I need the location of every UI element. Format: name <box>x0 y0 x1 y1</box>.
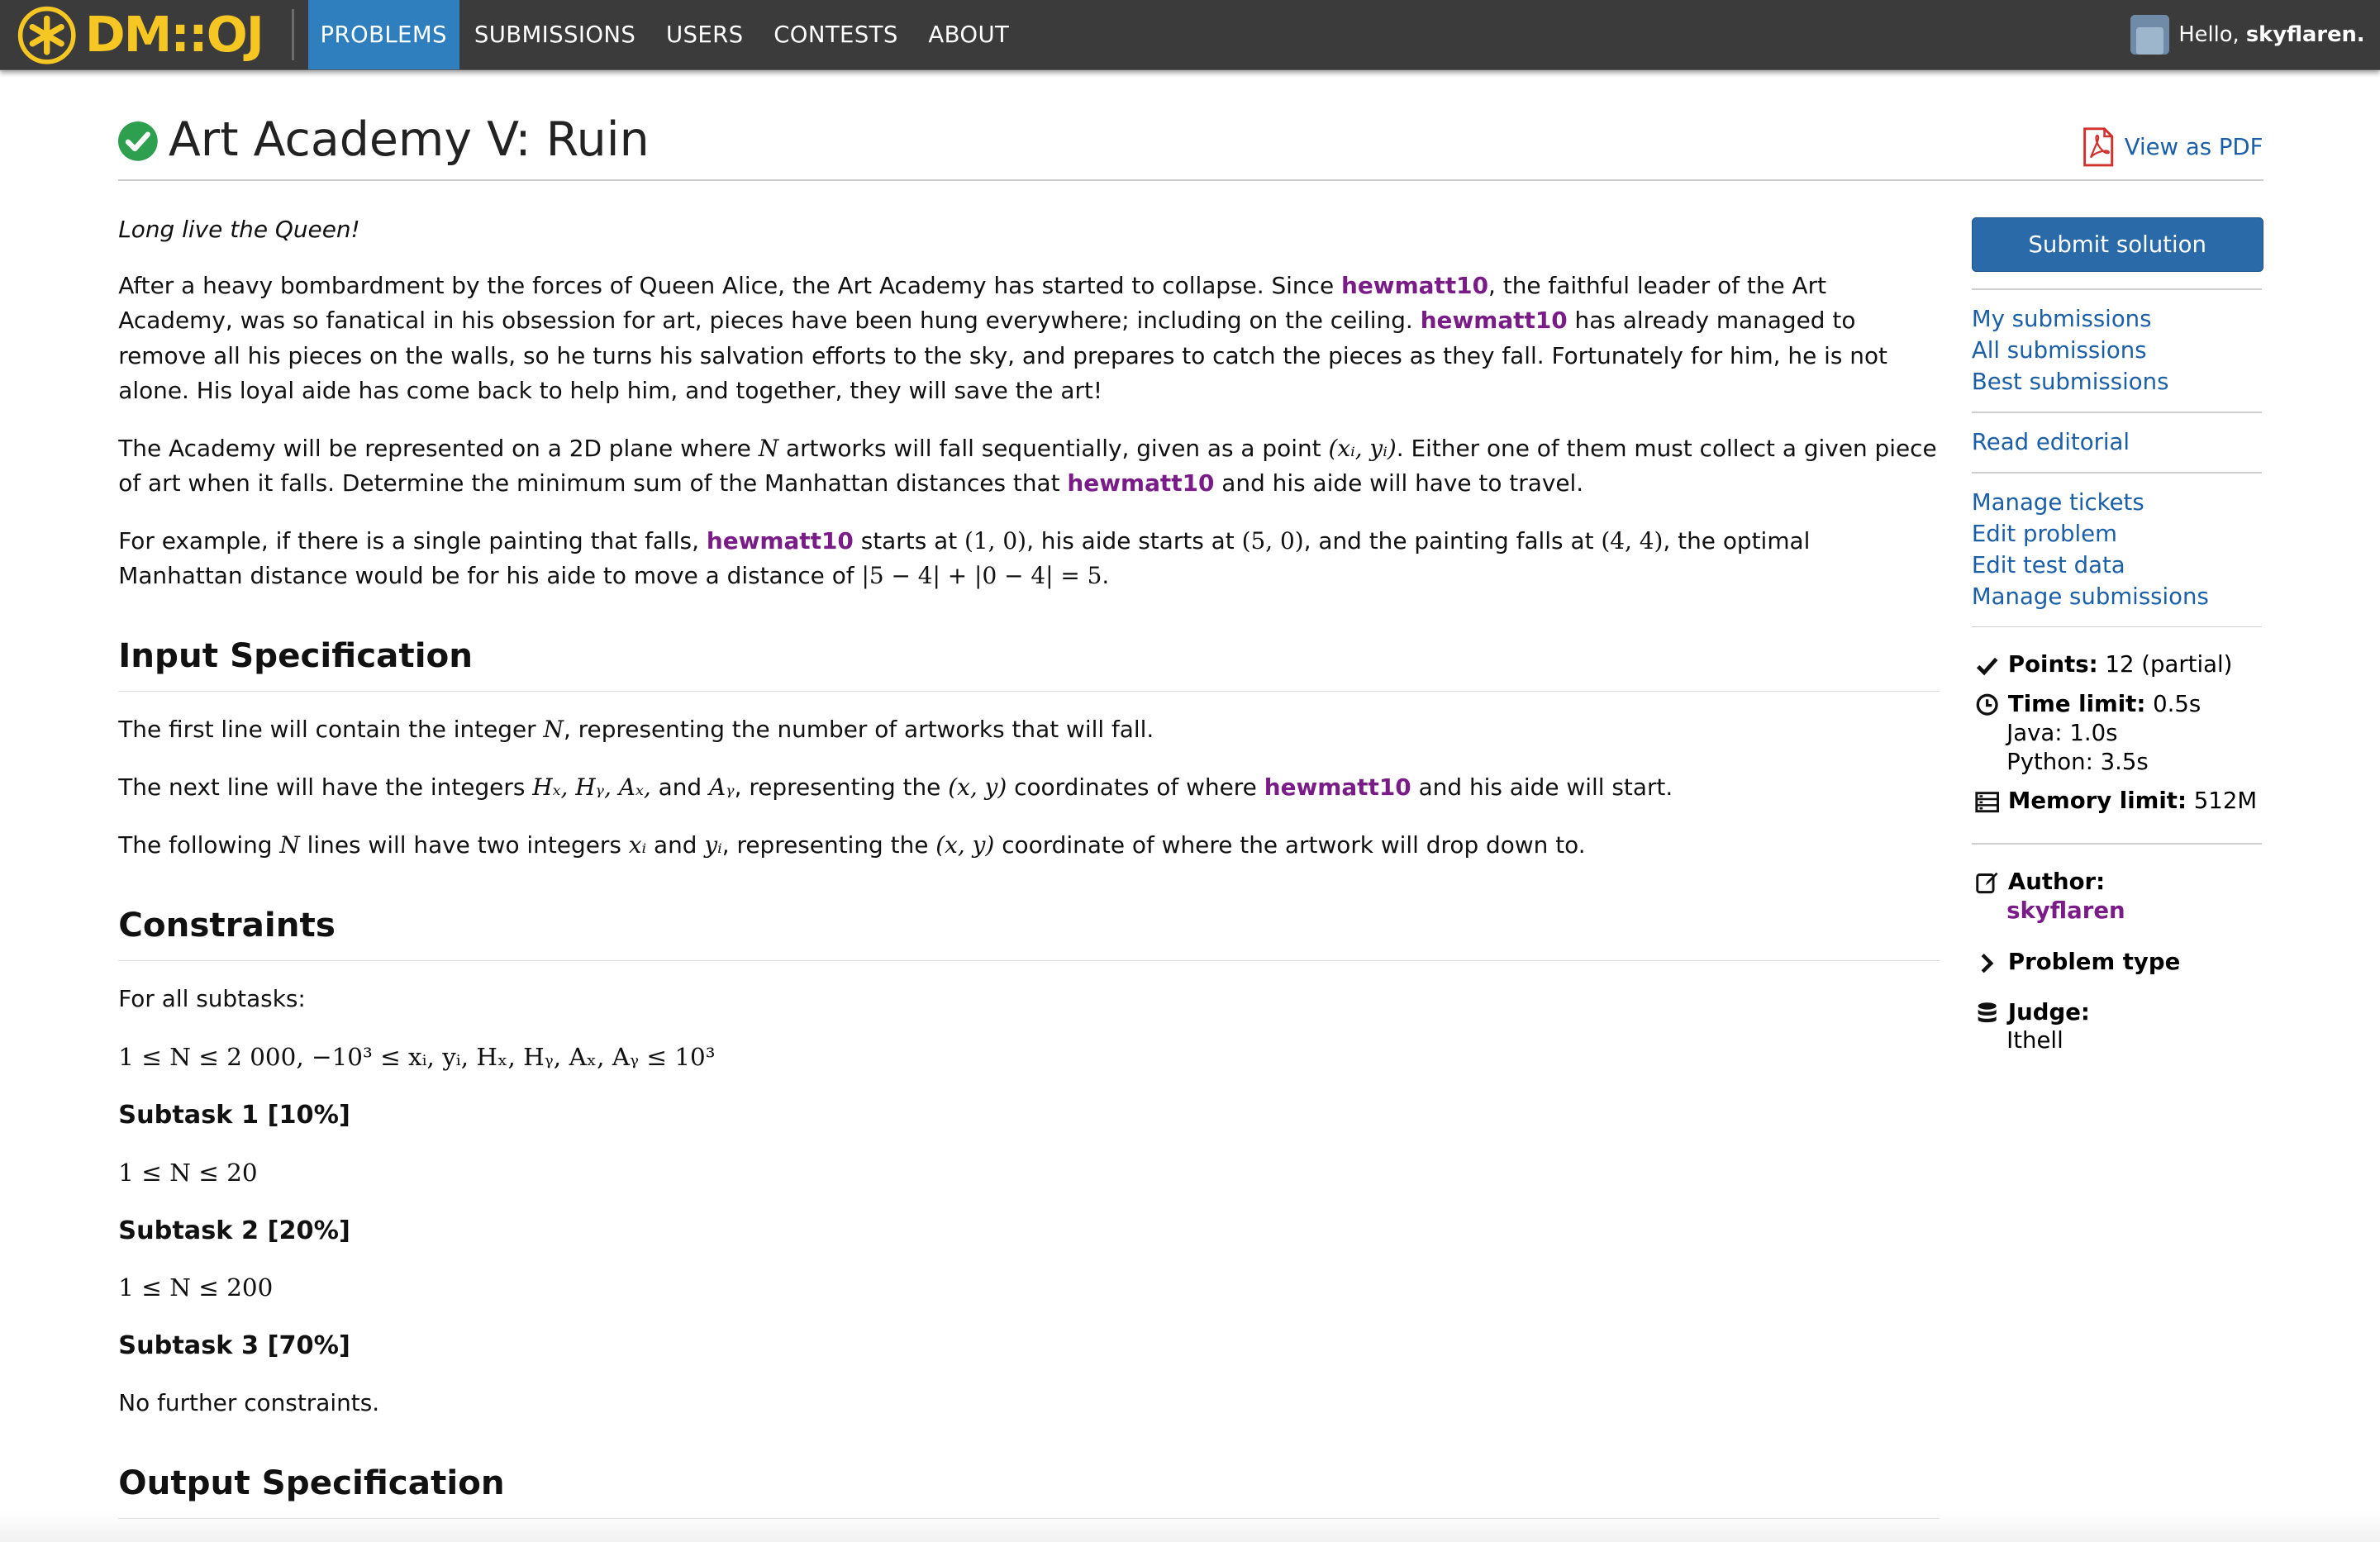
text: starts at <box>853 526 965 554</box>
text: artworks will fall sequentially, given as a point <box>778 434 1329 462</box>
user-menu[interactable] <box>2130 15 2365 55</box>
logo-divider <box>292 9 295 60</box>
username[interactable]: skyflaren. <box>2245 22 2365 48</box>
text: The next line will have the integers <box>118 773 533 802</box>
chevron-right-icon <box>1975 951 1999 975</box>
nav-about[interactable]: ABOUT <box>928 21 1010 48</box>
memory-limit-row <box>1972 787 2263 816</box>
statement-paragraph-2 <box>118 431 1940 502</box>
solved-check-icon <box>118 121 158 161</box>
subtask-1-body: 1 ≤ N ≤ 20 <box>118 1158 258 1187</box>
nav-users[interactable]: USERS <box>665 21 744 48</box>
points-value: 12 (partial) <box>2105 651 2233 678</box>
math: (xᵢ, yᵢ) <box>1328 434 1397 462</box>
problem-info <box>1972 627 2263 816</box>
text: and <box>650 773 709 802</box>
input-line-3 <box>118 828 1940 863</box>
math: N <box>279 831 300 859</box>
user-link-hewmatt10[interactable]: hewmatt10 <box>1341 272 1489 300</box>
text: The first line will contain the integer <box>118 716 544 744</box>
editorial-links <box>1972 413 2263 472</box>
database-icon <box>1975 1001 1999 1025</box>
checkmark-icon <box>1975 654 1999 678</box>
main-nav <box>308 0 1025 69</box>
memory-icon <box>1975 790 1999 814</box>
page-title: Art Academy V: Ruin <box>168 112 650 167</box>
edit-icon <box>1975 870 1999 894</box>
author-link[interactable]: skyflaren <box>2006 897 2125 925</box>
text: coordinate of where the artwork will drop down to. <box>994 831 1586 859</box>
points-row <box>1972 650 2263 679</box>
time-limit-row <box>1972 690 2263 719</box>
text: lines will have two integers <box>299 831 629 859</box>
math: N <box>543 716 564 744</box>
author-row <box>1972 868 2263 897</box>
text: and <box>646 831 705 859</box>
subtask-2-heading: Subtask 2 [20%] <box>118 1216 350 1245</box>
input-spec-heading: Input Specification <box>118 633 1940 692</box>
statement-paragraph-1 <box>118 269 1940 408</box>
manage-tickets-link[interactable]: Manage tickets <box>1971 489 2144 516</box>
math: (x, y) <box>935 831 995 859</box>
problem-header <box>118 107 2263 183</box>
math: (5, 0) <box>1241 526 1304 554</box>
top-navbar <box>0 0 2380 70</box>
submit-solution-button[interactable]: Submit solution <box>1972 217 2263 272</box>
text: and his aide will have to travel. <box>1214 469 1584 497</box>
edit-test-data-link[interactable]: Edit test data <box>1971 552 2125 579</box>
text: , the optimal Manhattan distance would be for his aide to move a distance of <box>118 526 1811 589</box>
submission-links <box>1972 290 2263 412</box>
admin-links <box>1972 474 2263 626</box>
subtask-3-heading: Subtask 3 [70%] <box>118 1331 350 1361</box>
text: . Either one of them must collect a given piece of art when it falls. Determine the minimum sum of the Manhattan distances that <box>118 434 1937 497</box>
spacer <box>1972 272 2263 288</box>
judge-label: Judge: <box>2007 998 2090 1026</box>
greeting-text: Hello, <box>2178 22 2240 48</box>
points-label: Points: <box>2007 651 2098 678</box>
user-link-hewmatt10[interactable]: hewmatt10 <box>706 526 854 554</box>
text: , representing the number of artworks that will fall. <box>563 716 1154 744</box>
constraints-all-math: 1 ≤ N ≤ 2 000, −10³ ≤ xᵢ, yᵢ, Hₓ, Hᵧ, Aₓ, Aᵧ ≤ 10³ <box>118 1043 716 1072</box>
subtask-2-body: 1 ≤ N ≤ 200 <box>118 1273 274 1302</box>
text: After a heavy bombardment by the forces of Queen Alice, the Art Academy has started to collapse. Since <box>118 272 1342 300</box>
math: |5 − 4| + |0 − 4| = 5 <box>861 561 1102 589</box>
text: , and the painting falls at <box>1303 526 1602 554</box>
text: The Academy will be represented on a 2D plane where <box>118 434 759 462</box>
text: , his aide starts at <box>1026 526 1242 554</box>
nav-submissions[interactable]: SUBMISSIONS <box>474 21 636 48</box>
author-label: Author: <box>2007 868 2106 895</box>
math: (1, 0) <box>964 526 1027 554</box>
text: . <box>1102 561 1110 589</box>
title-divider <box>118 179 2263 181</box>
constraints-all-label: For all subtasks: <box>118 985 306 1013</box>
judge-row <box>1972 998 2263 1027</box>
all-submissions-link[interactable]: All submissions <box>1971 337 2147 364</box>
problem-type-label: Problem type <box>2007 948 2181 975</box>
problem-type-toggle[interactable] <box>1972 948 2263 977</box>
text: has already managed to remove all his pieces on the walls, so he turns his salvation efforts to the sky, and prepares to catch the pieces as they fall. Fortunately for him, he is not alone. His loyal aide has come back to help him, and together, they will save the art! <box>118 307 1887 404</box>
avatar[interactable] <box>2130 15 2170 55</box>
math: Aᵧ <box>708 773 735 802</box>
text: , representing the <box>721 831 936 859</box>
clock-icon <box>1975 692 1999 716</box>
best-submissions-link[interactable]: Best submissions <box>1971 369 2169 396</box>
pdf-icon <box>2082 127 2115 167</box>
math: N <box>758 434 779 462</box>
bottom-shadow <box>0 1511 2380 1542</box>
math: yᵢ <box>704 831 722 859</box>
my-submissions-link[interactable]: My submissions <box>1971 306 2152 333</box>
math: xᵢ <box>628 831 647 859</box>
text: For example, if there is a single painting that falls, <box>118 526 707 554</box>
intro-text: Long live the Queen! <box>118 216 360 244</box>
time-limit-value: 0.5s <box>2153 690 2202 717</box>
user-link-hewmatt10[interactable]: hewmatt10 <box>1420 307 1568 335</box>
output-spec-heading: Output Specification <box>118 1460 1940 1519</box>
text: and his aide will start. <box>1411 773 1673 802</box>
view-pdf-link[interactable] <box>2082 127 2263 167</box>
nav-contests[interactable]: CONTESTS <box>774 21 898 48</box>
memory-limit-label: Memory limit: <box>2007 788 2187 815</box>
problem-sidebar <box>1972 217 2263 1056</box>
site-logo[interactable] <box>17 6 263 64</box>
math: (x, y) <box>948 773 1007 802</box>
subtask-3-body: No further constraints. <box>118 1389 380 1417</box>
text: coordinates of where <box>1007 773 1264 802</box>
spacer <box>1972 826 2263 843</box>
user-link-hewmatt10[interactable]: hewmatt10 <box>1067 469 1215 497</box>
time-limit-label: Time limit: <box>2007 690 2146 717</box>
memory-limit-value: 512M <box>2193 788 2258 815</box>
judge-name: Ithell <box>2006 1027 2063 1054</box>
constraints-heading: Constraints <box>118 902 1940 961</box>
input-line-1 <box>118 712 1940 747</box>
problem-meta <box>1972 845 2263 1055</box>
math: Hₓ, Hᵧ, Aₓ, <box>532 773 651 802</box>
text: , the faithful leader of the Art Academy, was so fanatical in his obsession for art, pieces have been hung everywhere; including on the ceiling. <box>118 272 1827 335</box>
java-time-limit: Java: 1.0s <box>2006 719 2118 746</box>
logo-star-icon <box>17 5 77 65</box>
text: The following <box>118 831 280 859</box>
nav-problems[interactable]: PROBLEMS <box>308 0 459 69</box>
logo-text: DM::OJ <box>84 6 263 64</box>
read-editorial-link[interactable]: Read editorial <box>1971 429 2130 456</box>
edit-problem-link[interactable]: Edit problem <box>1971 521 2117 548</box>
subtask-1-heading: Subtask 1 [10%] <box>118 1101 350 1130</box>
math: (4, 4) <box>1601 526 1664 554</box>
problem-statement <box>118 212 1940 1540</box>
user-link-hewmatt10[interactable]: hewmatt10 <box>1264 773 1411 802</box>
input-line-2 <box>118 770 1940 805</box>
view-pdf-label: View as PDF <box>2124 134 2263 161</box>
text: , representing the <box>734 773 949 802</box>
statement-paragraph-3 <box>118 524 1940 594</box>
manage-submissions-link[interactable]: Manage submissions <box>1971 583 2209 611</box>
python-time-limit: Python: 3.5s <box>2006 748 2149 775</box>
